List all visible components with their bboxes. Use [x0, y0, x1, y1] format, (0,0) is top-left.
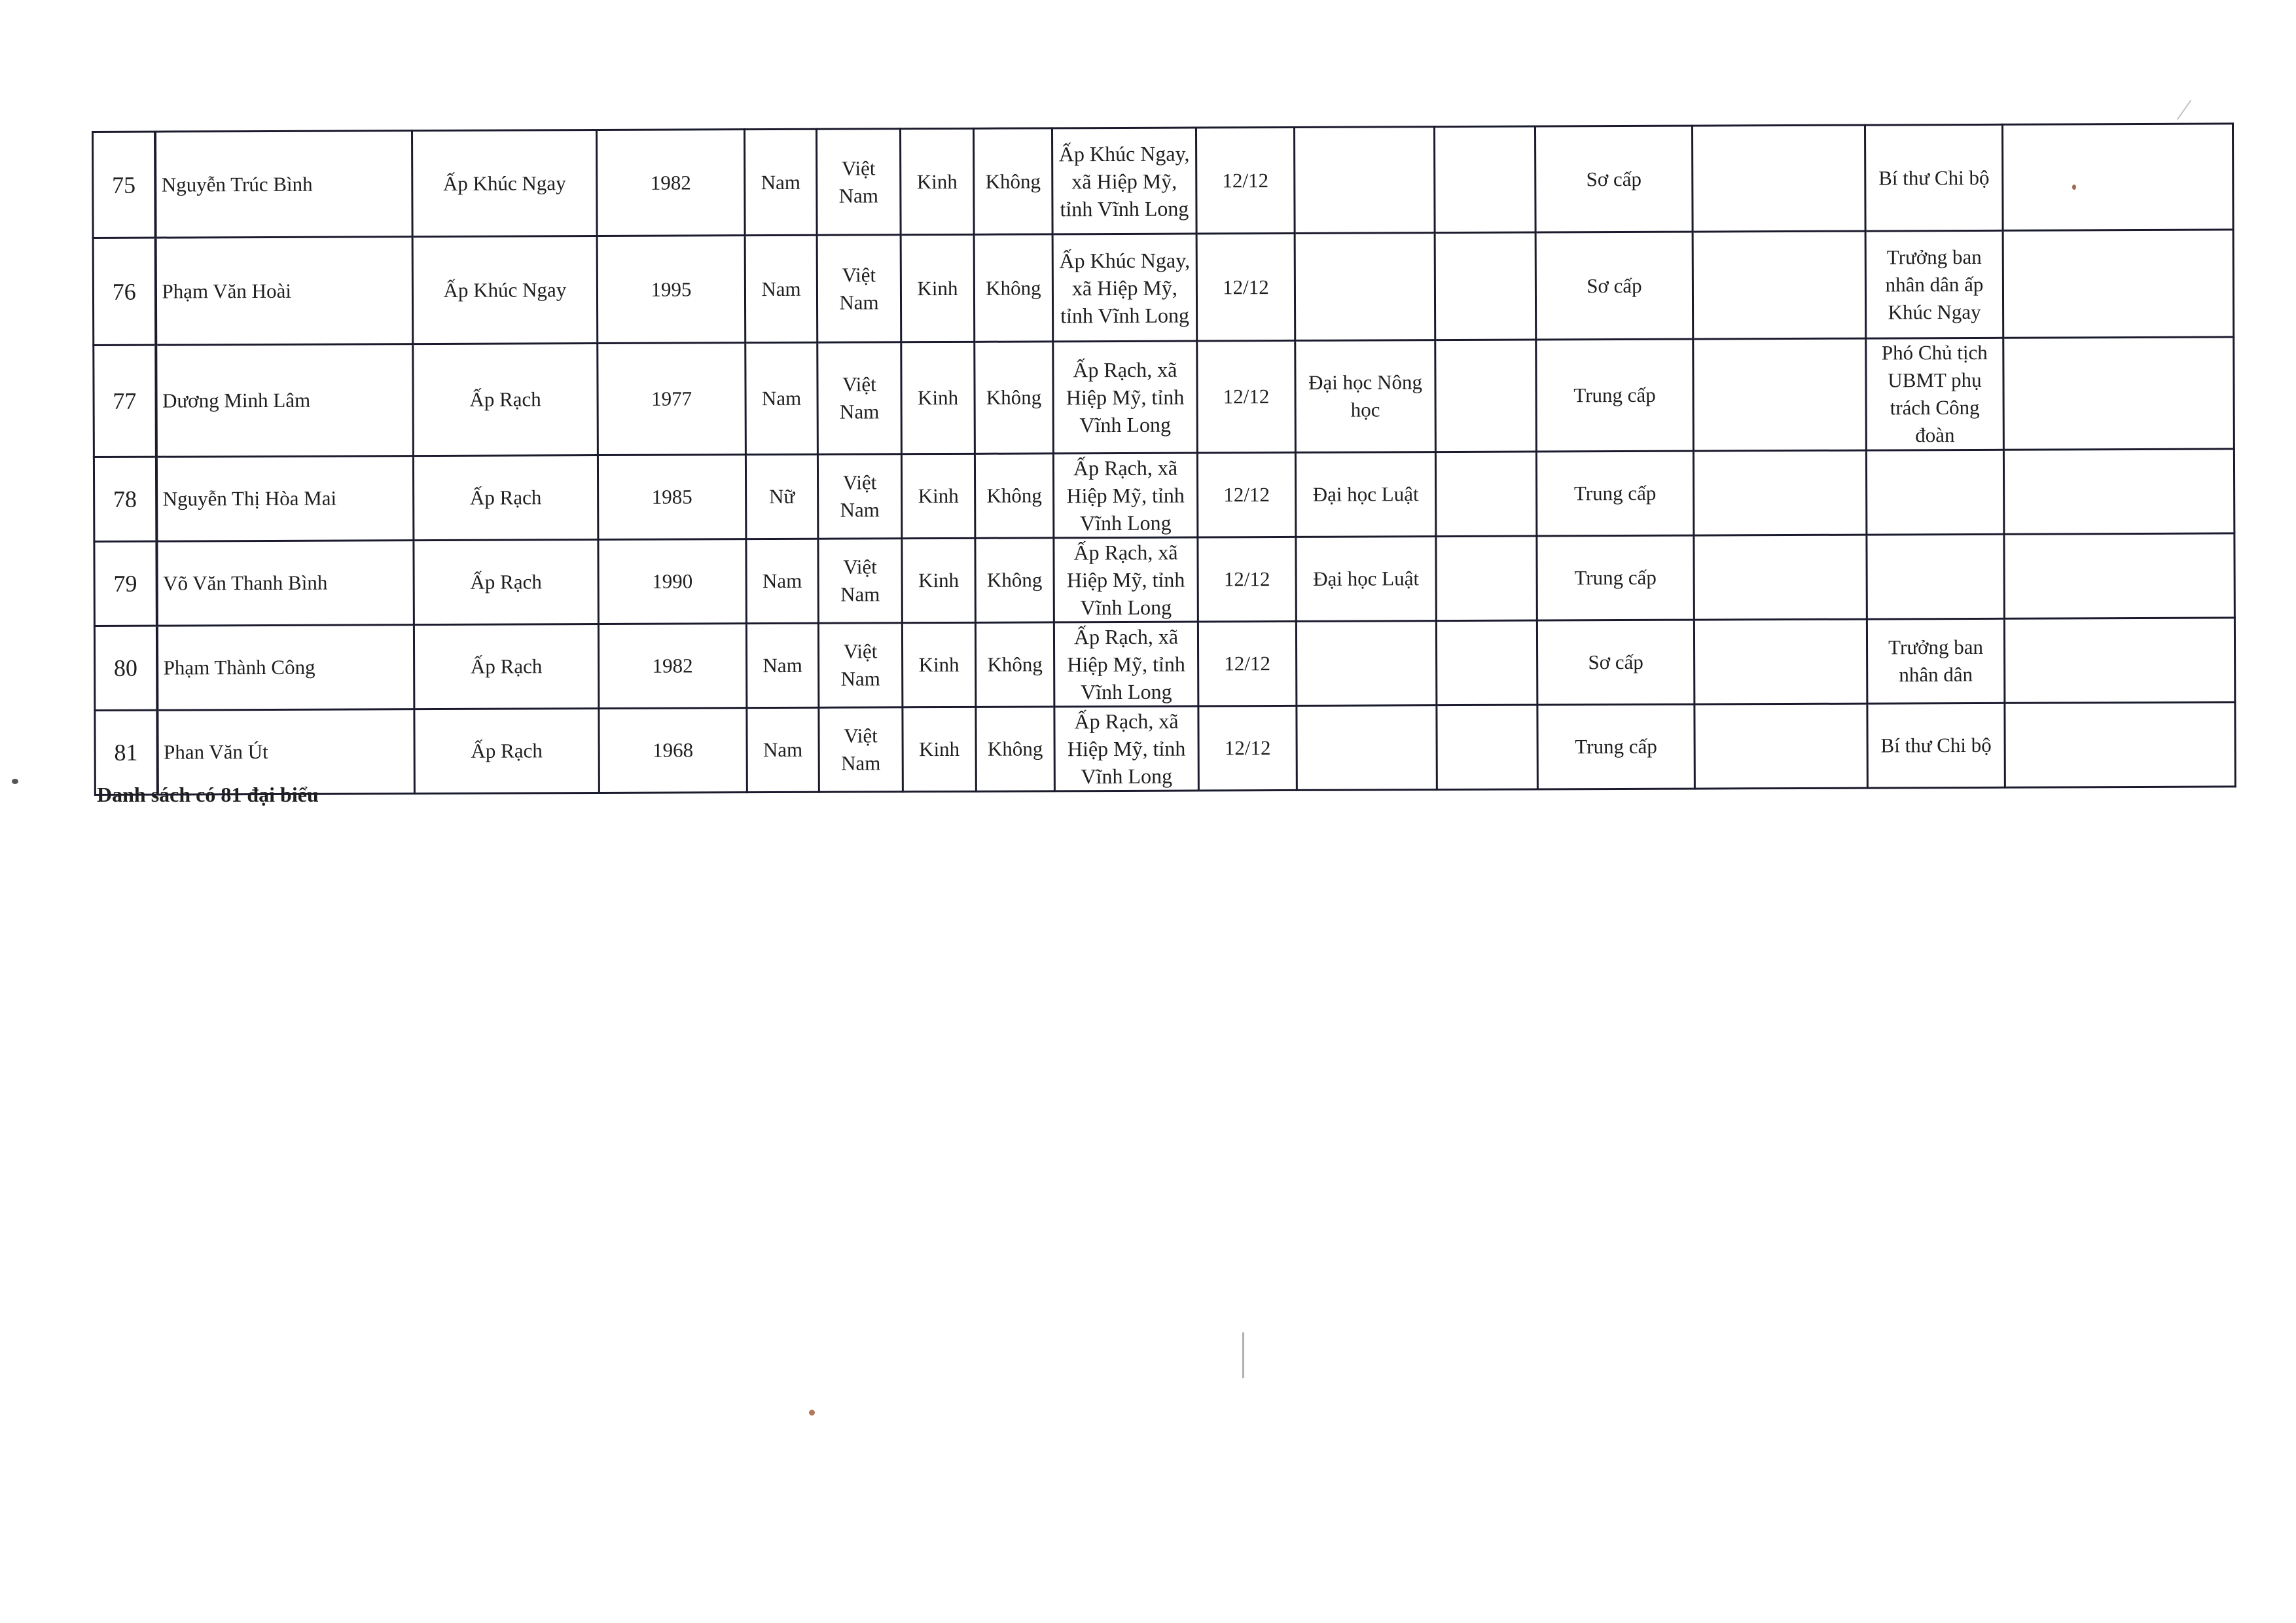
- gender-cell: Nam: [745, 342, 818, 454]
- gender-cell: Nữ: [745, 454, 817, 539]
- hamlet-cell: Ấp Rạch: [413, 344, 598, 456]
- scan-speck: [12, 779, 18, 784]
- general-education-cell: 12/12: [1198, 537, 1296, 622]
- name-cell: Nguyễn Trúc Bình: [155, 131, 413, 238]
- religion-cell: Không: [975, 622, 1054, 707]
- notes-cell: [2002, 124, 2233, 230]
- notes-cell: [2005, 702, 2235, 787]
- religion-cell: Không: [976, 707, 1054, 791]
- ethnicity-cell: Kinh: [901, 342, 975, 454]
- hometown-cell: Ấp Rạch, xã Hiệp Mỹ, tỉnh Vĩnh Long: [1054, 622, 1198, 707]
- political-theory-cell: Trung cấp: [1536, 451, 1693, 536]
- birth-year-cell: 1985: [598, 455, 745, 540]
- nationality-cell: Việt Nam: [817, 235, 901, 342]
- nationality-cell: Việt Nam: [816, 129, 901, 235]
- hamlet-cell: Ấp Rạch: [414, 624, 598, 709]
- hamlet-cell: Ấp Khúc Ngay: [412, 236, 598, 344]
- general-education-cell: 12/12: [1196, 127, 1295, 234]
- name-cell: Nguyễn Thị Hòa Mai: [156, 456, 413, 542]
- foreign-language-cell: [1694, 619, 1867, 704]
- expertise-cell: [1296, 621, 1436, 706]
- nationality-cell: Việt Nam: [818, 539, 902, 623]
- gender-cell: Nam: [746, 623, 818, 707]
- religion-cell: Không: [975, 342, 1054, 454]
- degree-cell: [1435, 340, 1537, 452]
- stt-cell: 76: [93, 238, 156, 345]
- political-theory-cell: Trung cấp: [1537, 535, 1694, 620]
- hometown-cell: Ấp Rạch, xã Hiệp Mỹ, tỉnh Vĩnh Long: [1054, 706, 1198, 791]
- political-theory-cell: Sơ cấp: [1535, 232, 1693, 340]
- table-row: [94, 449, 2234, 542]
- ethnicity-cell: Kinh: [902, 622, 975, 707]
- degree-cell: [1435, 232, 1536, 340]
- notes-cell: [2003, 230, 2234, 338]
- name-cell: Phan Văn Út: [157, 709, 414, 795]
- name-cell: Dương Minh Lâm: [156, 344, 414, 457]
- general-education-cell: 12/12: [1198, 621, 1296, 706]
- hometown-cell: Ấp Khúc Ngay, xã Hiệp Mỹ, tỉnh Vĩnh Long: [1052, 234, 1197, 342]
- stt-cell: 80: [94, 626, 156, 710]
- foreign-language-cell: [1693, 338, 1867, 451]
- notes-cell: [2004, 618, 2234, 703]
- degree-cell: [1436, 620, 1537, 705]
- table-row: [94, 337, 2234, 457]
- position-cell: Trưởng ban nhân dân ấp Khúc Ngay: [1865, 230, 2003, 338]
- nationality-cell: Việt Nam: [818, 623, 902, 707]
- political-theory-cell: Sơ cấp: [1537, 620, 1694, 705]
- ethnicity-cell: Kinh: [903, 707, 976, 791]
- expertise-cell: [1295, 233, 1435, 341]
- birth-year-cell: 1977: [598, 343, 746, 455]
- degree-cell: [1436, 536, 1537, 621]
- hometown-cell: Ấp Rạch, xã Hiệp Mỹ, tỉnh Vĩnh Long: [1053, 341, 1198, 454]
- hometown-cell: Ấp Khúc Ngay, xã Hiệp Mỹ, tỉnh Vĩnh Long: [1052, 128, 1196, 234]
- name-cell: Võ Văn Thanh Bình: [156, 541, 414, 626]
- name-cell: Phạm Văn Hoài: [155, 237, 413, 346]
- table-row: [95, 702, 2235, 795]
- table-row: [94, 533, 2234, 626]
- degree-cell: [1434, 126, 1535, 233]
- political-theory-cell: Sơ cấp: [1535, 126, 1693, 232]
- religion-cell: Không: [974, 234, 1053, 342]
- religion-cell: Không: [973, 128, 1052, 234]
- ethnicity-cell: Kinh: [901, 234, 975, 342]
- nationality-cell: Việt Nam: [817, 454, 901, 539]
- expertise-cell: Đại học Luật: [1296, 537, 1436, 622]
- religion-cell: Không: [975, 454, 1053, 538]
- position-cell: [1867, 534, 2004, 619]
- stt-cell: 81: [95, 710, 157, 794]
- notes-cell: [2003, 449, 2234, 534]
- table-body: [93, 124, 2236, 795]
- stt-cell: 78: [94, 457, 156, 541]
- expertise-cell: [1294, 127, 1435, 234]
- hometown-cell: Ấp Rạch, xã Hiệp Mỹ, tỉnh Vĩnh Long: [1054, 537, 1198, 622]
- ethnicity-cell: Kinh: [901, 454, 975, 538]
- notes-cell: [2004, 533, 2234, 618]
- foreign-language-cell: [1694, 535, 1867, 620]
- general-education-cell: 12/12: [1197, 340, 1296, 453]
- stt-cell: 77: [94, 345, 156, 457]
- stt-cell: 79: [94, 541, 156, 626]
- general-education-cell: 12/12: [1198, 705, 1297, 791]
- position-cell: Trưởng ban nhân dân: [1867, 618, 2004, 704]
- expertise-cell: Đại học Luật: [1295, 452, 1435, 537]
- hamlet-cell: Ấp Rạch: [413, 455, 598, 541]
- gender-cell: Nam: [745, 235, 817, 342]
- position-cell: Bí thư Chi bộ: [1867, 703, 2005, 788]
- table-row: [94, 618, 2234, 711]
- birth-year-cell: 1968: [599, 708, 747, 793]
- foreign-language-cell: [1693, 450, 1866, 535]
- political-theory-cell: Trung cấp: [1536, 339, 1694, 452]
- hamlet-cell: Ấp Rạch: [414, 709, 599, 794]
- degree-cell: [1437, 705, 1537, 790]
- foreign-language-cell: [1693, 231, 1866, 339]
- position-cell: [1866, 450, 2003, 535]
- nationality-cell: Việt Nam: [819, 707, 903, 792]
- table-row: [93, 230, 2234, 346]
- expertise-cell: [1297, 705, 1437, 791]
- birth-year-cell: 1990: [598, 539, 746, 624]
- list-summary: Danh sách có 81 đại biểu: [97, 783, 319, 806]
- hamlet-cell: Ấp Rạch: [414, 540, 598, 625]
- position-cell: Phó Chủ tịch UBMT phụ trách Công đoàn: [1866, 338, 2004, 450]
- scan-speck: [809, 1410, 815, 1416]
- birth-year-cell: 1982: [597, 130, 745, 236]
- ethnicity-cell: Kinh: [902, 538, 975, 622]
- foreign-language-cell: [1695, 704, 1867, 789]
- general-education-cell: 12/12: [1196, 233, 1295, 341]
- general-education-cell: 12/12: [1197, 452, 1295, 537]
- delegate-table: [92, 122, 2236, 796]
- political-theory-cell: Trung cấp: [1537, 704, 1695, 789]
- birth-year-cell: 1982: [598, 624, 746, 709]
- birth-year-cell: 1995: [597, 236, 745, 344]
- expertise-cell: Đại học Nông học: [1295, 340, 1436, 453]
- gender-cell: Nam: [744, 129, 817, 235]
- gender-cell: Nam: [747, 707, 819, 792]
- religion-cell: Không: [975, 538, 1054, 622]
- foreign-language-cell: [1692, 125, 1865, 232]
- scan-streak: [2177, 100, 2191, 120]
- gender-cell: Nam: [746, 539, 818, 623]
- nationality-cell: Việt Nam: [817, 342, 902, 454]
- table-row: [93, 124, 2234, 238]
- scan-speck: [2072, 185, 2076, 190]
- notes-cell: [2003, 337, 2234, 450]
- hamlet-cell: Ấp Khúc Ngay: [412, 130, 598, 237]
- hometown-cell: Ấp Rạch, xã Hiệp Mỹ, tỉnh Vĩnh Long: [1053, 453, 1197, 538]
- scan-streak: [1242, 1332, 1244, 1378]
- stt-cell: 75: [93, 132, 156, 238]
- name-cell: Phạm Thành Công: [156, 625, 414, 711]
- ethnicity-cell: Kinh: [900, 128, 974, 234]
- degree-cell: [1435, 452, 1536, 537]
- position-cell: Bí thư Chi bộ: [1865, 124, 2003, 231]
